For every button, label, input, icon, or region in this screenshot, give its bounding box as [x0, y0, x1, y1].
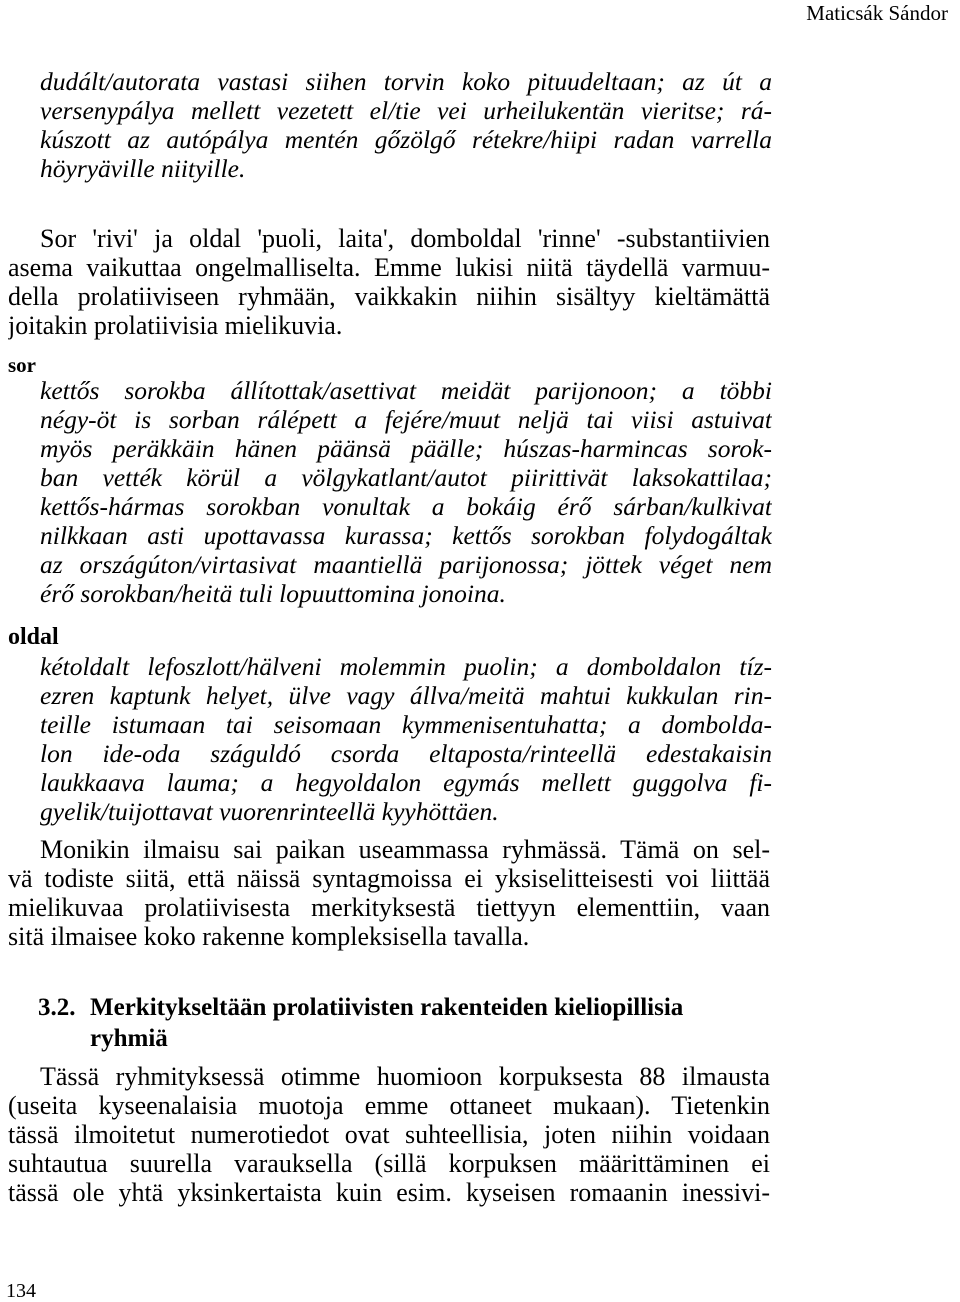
paragraph-line: della prolatiiviseen ryhmään, vaikkakin niihin sisältyy kieltämättä — [8, 282, 770, 311]
example-line: dudált/autorata vastasi siihen torvin koko pituudeltaan; az út a — [40, 67, 772, 96]
example-line: höyryäville niityille. — [40, 154, 246, 183]
example-line: nilkkaan asti upottavassa kurassa; kettős sorokban folydogáltak — [40, 521, 772, 550]
paragraph-line: asema vaikuttaa ongelmalliselta. Emme lukisi niitä täydellä varmuu- — [8, 253, 770, 282]
paragraph-monikin — [8, 835, 770, 951]
example-line: versenypálya mellett vezetett el/tie vei urheilukentän vieritse; rá- — [40, 96, 772, 125]
sor-examples — [40, 376, 772, 608]
example-line: kettős sorokba állítottak/asettivat meidät parijonoon; a többi — [40, 376, 772, 405]
page-number: 134 — [6, 1280, 36, 1302]
example-line: myös peräkkäin hänen päänsä päälle; húszas-harmincas sorok- — [40, 434, 772, 463]
paragraph-line: Monikin ilmaisu sai paikan useammassa ryhmässä. Tämä on sel- — [40, 835, 770, 864]
example-line: érő sorokban/heitä tuli lopuuttomina jonoina. — [40, 579, 506, 608]
paragraph-sor-oldal — [8, 224, 770, 340]
sor-label-wrap — [8, 352, 108, 378]
oldal-label: oldal — [8, 624, 59, 650]
paragraph-line: (useita kyseenalaisia muotoja emme ottaneet mukaan). Tietenkin — [8, 1091, 770, 1120]
example-line: az országúton/virtasivat maantiellä parijonossa; jöttek véget nem — [40, 550, 772, 579]
section-number: 3.2. — [38, 994, 76, 1021]
oldal-label-wrap — [8, 624, 128, 650]
paragraph-line: joitakin prolatiivisia mielikuvia. — [8, 311, 343, 340]
running-header-author: Maticsák Sándor — [806, 1, 948, 25]
paragraph-line: vä todiste siitä, että näissä syntagmoissa ei yksiselitteisesti voi liittää — [8, 864, 770, 893]
example-line: laukkaava lauma; a hegyoldalon egymás mellett guggolva fi- — [40, 768, 772, 797]
example-line: gyelik/tuijottavat vuorenrinteellä kyyhöttäen. — [40, 797, 499, 826]
example-line: ezren kaptunk helyet, ülve vagy állva/meitä mahtui kukkulan rin- — [40, 681, 772, 710]
example-line: lon ide-oda száguldó csorda eltaposta/rinteellä edestakaisin — [40, 739, 772, 768]
example-line: teille istumaan tai seisomaan kymmenisentuhatta; a dombolda- — [40, 710, 772, 739]
example-line: kúszott az autópálya mentén gőzölgő rétekre/hiipi radan varrella — [40, 125, 772, 154]
paragraph-line: Tässä ryhmityksessä otimme huomioon korpuksesta 88 ilmausta — [40, 1062, 770, 1091]
example-line: kétoldalt lefoszlott/hälveni molemmin puolin; a domboldalon tíz- — [40, 652, 772, 681]
paragraph-line: mielikuvaa prolatiivisesta merkityksestä tiettyyn elementtiin, vaan — [8, 893, 770, 922]
paragraph-line: suhtautua suurella varauksella (sillä korpuksen määrittäminen ei — [8, 1149, 770, 1178]
paragraph-tassa — [8, 1062, 770, 1207]
section-title-line-2: ryhmiä — [90, 1025, 168, 1052]
example-line: kettős-hármas sorokban vonultak a bokáig érő sárban/kulkivat — [40, 492, 772, 521]
oldal-examples — [40, 652, 772, 826]
example-intro — [40, 67, 772, 183]
example-line: ban vették körül a völgykatlant/autot piirittivät laksokattilaa; — [40, 463, 772, 492]
paragraph-line: tässä ole yhtä yksinkertaista kuin esim. kyseisen romaanin inessivi- — [8, 1178, 770, 1207]
paragraph-line: Sor 'rivi' ja oldal 'puoli, laita', domboldal 'rinne' -substantiivien — [40, 224, 770, 253]
example-line: négy-öt is sorban rálépett a fejére/muut neljä tai viisi astuivat — [40, 405, 772, 434]
sor-label: sor — [8, 353, 36, 377]
paragraph-line: tässä ilmoitetut numerotiedot ovat suhteellisia, joten niihin voidaan — [8, 1120, 770, 1149]
section-title-line-1: Merkitykseltään prolatiivisten rakenteiden kieliopillisia — [90, 994, 684, 1021]
paragraph-line: sitä ilmaisee koko rakenne kompleksisella tavalla. — [8, 922, 530, 951]
